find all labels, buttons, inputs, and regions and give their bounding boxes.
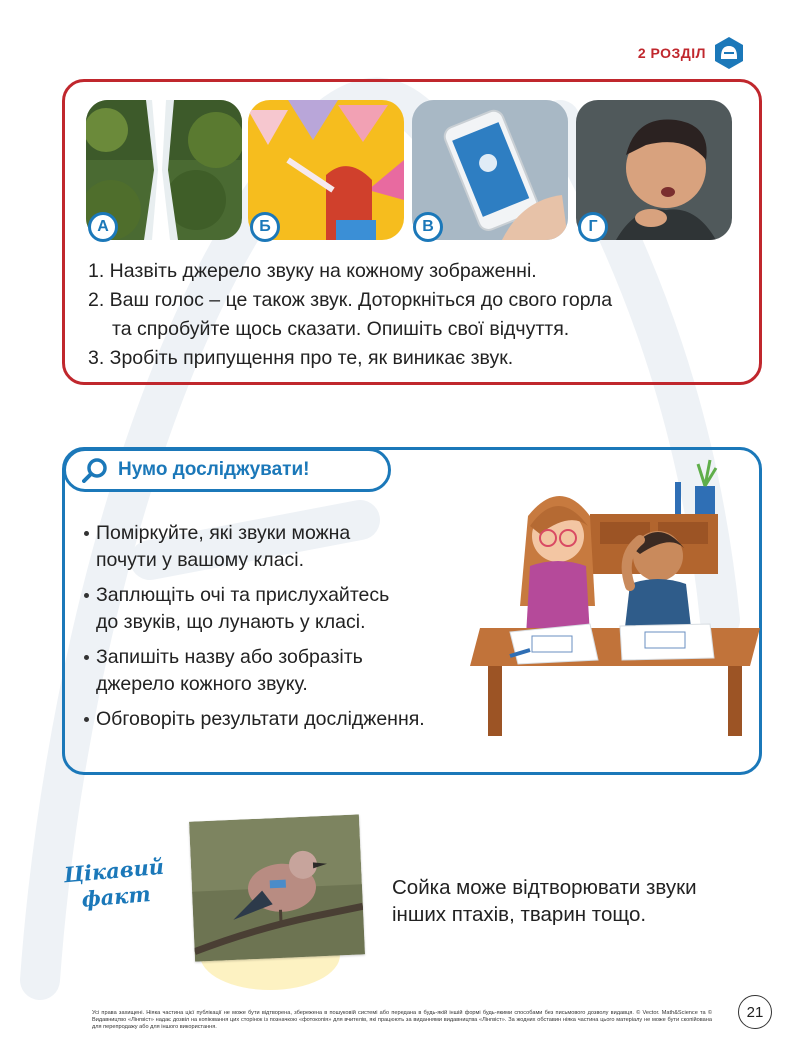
- explore-bullet: [84, 644, 504, 698]
- explore-bullet: [84, 582, 504, 636]
- bullet-line: Запишіть назву або зобразіть: [96, 646, 363, 668]
- photo-letter-g: Г: [578, 212, 608, 242]
- photo-letter-v: В: [413, 212, 443, 242]
- section-label: 2 РОЗДІЛ: [637, 45, 706, 61]
- question-2-line-1: 2. Ваш голос – це також звук. Доторкніться до свого горла: [88, 289, 613, 311]
- bullet-line: почути у вашому класі.: [96, 549, 305, 571]
- bullet-line: Заплющіть очі та прислухайтесь: [96, 584, 390, 606]
- fact-text: [392, 874, 772, 928]
- magnifier-icon: [82, 457, 108, 483]
- explore-title-tab: [63, 448, 391, 492]
- fact-text-line-1: Сойка може відтворювати звуки: [392, 876, 697, 899]
- fact-text-line-2: інших птахів, тварин тощо.: [392, 903, 647, 926]
- jay-bird-photo: [189, 814, 365, 961]
- classroom-illustration: [470, 456, 760, 736]
- photo-letter-a: А: [88, 212, 118, 242]
- bullet-line: джерело кожного звуку.: [96, 673, 308, 695]
- explore-bullet: [84, 706, 504, 733]
- fact-label-line-1: Цікавий: [62, 853, 165, 888]
- stage-icon: [714, 36, 744, 70]
- bullet-line: до звуків, що лунають у класі.: [96, 611, 366, 633]
- explore-bullets: [84, 520, 504, 741]
- bullet-line: Обговоріть результати дослідження.: [96, 708, 425, 730]
- section-tag: [638, 36, 744, 70]
- explore-bullet: [84, 520, 504, 574]
- photo-letter-b: Б: [250, 212, 280, 242]
- question-2-line-2: та спробуйте щось сказати. Опишіть свої відчуття.: [112, 318, 570, 340]
- bullet-line: Поміркуйте, які звуки можна: [96, 522, 351, 544]
- question-3: 3. Зробіть припущення про те, як виникає звук.: [88, 347, 514, 369]
- page-number: 21: [738, 995, 772, 1029]
- questions-list: [88, 257, 612, 373]
- explore-title: Нумо досліджувати!: [118, 459, 310, 480]
- fact-label-line-2: факт: [80, 880, 152, 912]
- question-1: 1. Назвіть джерело звуку на кожному зображенні.: [88, 260, 537, 282]
- fact-label: [58, 853, 172, 914]
- copyright-notice: Усі права захищені. Ніяка частина цієї публікації не може бути відтворена, збережена в пошуковій системі або передана в будь-якій іншій формі будь-якими способами без письмового дозволу видавця. © Vector. Math&Science та © Видавництво «Лінгвіст» надає дозвіл на копіювання цих сторінок із позначкою «фотокопія» для вчителів, які працюють за виданнями видавництва «Лінгвіст». За жодних обставин ніяка частина цього матеріалу не може бути скопійована для перепродажу або для іншого використання.: [92, 1010, 712, 1030]
- question-2: [88, 286, 612, 344]
